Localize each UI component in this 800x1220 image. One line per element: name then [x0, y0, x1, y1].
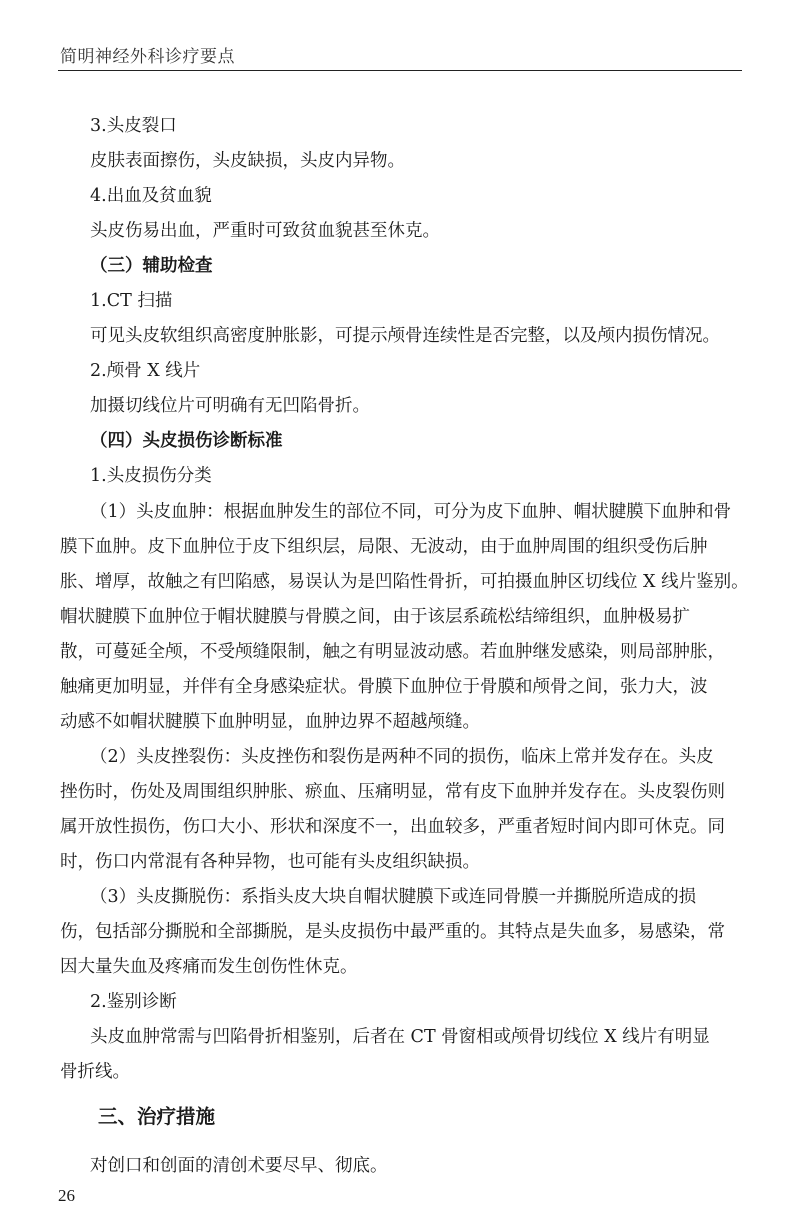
numbered-item: 4.出血及贫血貌 [90, 186, 212, 206]
paragraph-line: （3）头皮撕脱伤：系指头皮大块自帽状腱膜下或连同骨膜一并撕脱所造成的损 [90, 887, 697, 907]
paragraph-line: 加摄切线位片可明确有无凹陷骨折。 [90, 396, 370, 416]
paragraph-line: 对创口和创面的清创术要尽早、彻底。 [90, 1156, 388, 1176]
paragraph-line: 膜下血肿。皮下血肿位于皮下组织层，局限、无波动，由于血肿周围的组织受伤后肿 [60, 537, 708, 557]
paragraph-line: 头皮血肿常需与凹陷骨折相鉴别，后者在 CT 骨窗相或颅骨切线位 X 线片有明显 [90, 1027, 710, 1047]
paragraph-line: 伤，包括部分撕脱和全部撕脱，是头皮损伤中最严重的。其特点是失血多，易感染，常 [60, 922, 725, 942]
paragraph-line: 时，伤口内常混有各种异物，也可能有头皮组织缺损。 [60, 852, 480, 872]
header-rule [58, 70, 742, 71]
paragraph-line: 因大量失血及疼痛而发生创伤性休克。 [60, 957, 358, 977]
paragraph-line: 触痛更加明显，并伴有全身感染症状。骨膜下血肿位于骨膜和颅骨之间，张力大，波 [60, 677, 708, 697]
paragraph-line: 帽状腱膜下血肿位于帽状腱膜与骨膜之间，由于该层系疏松结缔组织，血肿极易扩 [60, 607, 690, 627]
numbered-item: 2.颅骨 X 线片 [90, 361, 201, 381]
paragraph-line: 挫伤时，伤处及周围组织肿胀、瘀血、压痛明显，常有皮下血肿并发存在。头皮裂伤则 [60, 782, 725, 802]
paragraph-line: 散，可蔓延全颅，不受颅缝限制，触之有明显波动感。若血肿继发感染，则局部肿胀， [60, 642, 725, 662]
page-number: 26 [58, 1186, 75, 1205]
numbered-item: 1.CT 扫描 [90, 291, 173, 311]
paragraph-line: 皮肤表面擦伤，头皮缺损，头皮内异物。 [90, 151, 405, 171]
paragraph-line: 骨折线。 [60, 1062, 130, 1082]
paragraph-line: 动感不如帽状腱膜下血肿明显，血肿边界不超越颅缝。 [60, 712, 480, 732]
paragraph-line: 胀、增厚，故触之有凹陷感，易误认为是凹陷性骨折，可拍摄血肿区切线位 X 线片鉴别。 [60, 572, 749, 592]
paragraph-line: 头皮伤易出血，严重时可致贫血貌甚至休克。 [90, 221, 440, 241]
subsection-heading: （四）头皮损伤诊断标准 [90, 431, 283, 451]
numbered-item: 1.头皮损伤分类 [90, 466, 212, 486]
paragraph-line: （2）头皮挫裂伤：头皮挫伤和裂伤是两种不同的损伤，临床上常并发存在。头皮 [90, 747, 714, 767]
section-heading: 三、治疗措施 [98, 1105, 216, 1128]
numbered-item: 2.鉴别诊断 [90, 992, 177, 1012]
numbered-item: 3.头皮裂口 [90, 116, 177, 136]
paragraph-line: 属开放性损伤，伤口大小、形状和深度不一，出血较多，严重者短时间内即可休克。同 [60, 817, 725, 837]
paragraph-line: 可见头皮软组织高密度肿胀影，可提示颅骨连续性是否完整，以及颅内损伤情况。 [90, 326, 720, 346]
subsection-heading: （三）辅助检查 [90, 256, 213, 276]
running-header: 简明神经外科诊疗要点 [60, 47, 235, 67]
paragraph-line: （1）头皮血肿：根据血肿发生的部位不同，可分为皮下血肿、帽状腱膜下血肿和骨 [90, 502, 732, 522]
